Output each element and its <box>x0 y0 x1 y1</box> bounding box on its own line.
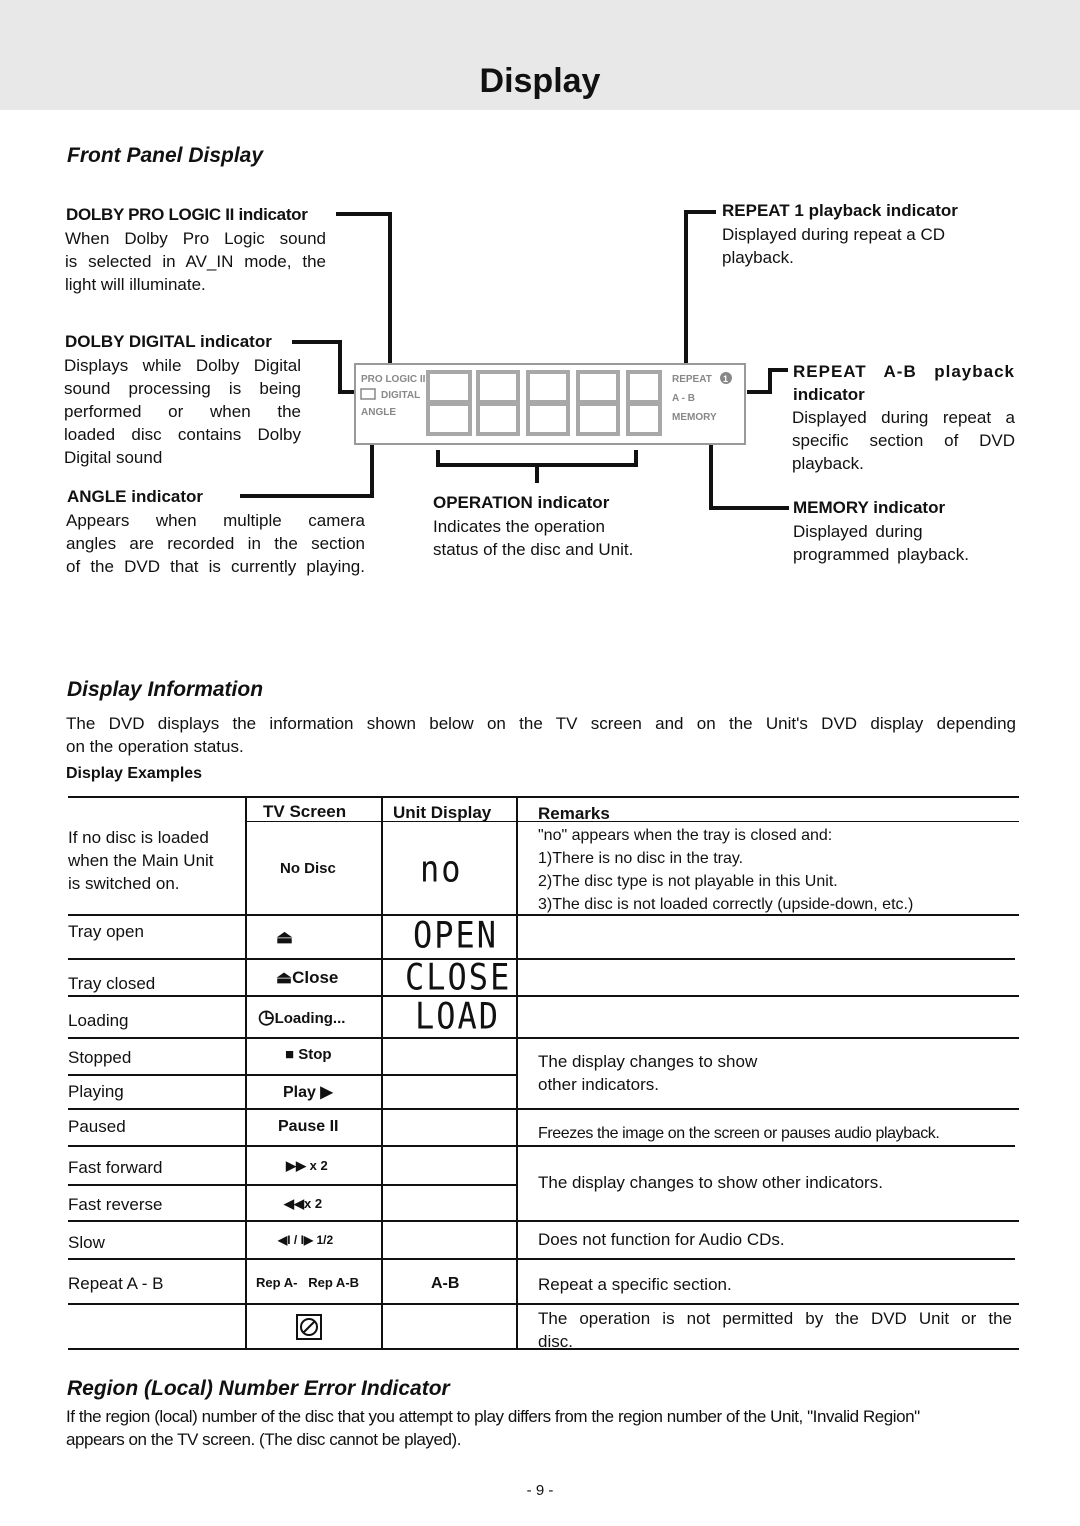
tv-close: ⏏Close <box>276 968 339 987</box>
memory-head: MEMORY indicator <box>793 498 946 517</box>
lcd-angle-label: ANGLE <box>361 407 396 418</box>
table-row-state: Loading <box>68 1011 129 1030</box>
table-row-state: Repeat A - B <box>68 1274 164 1293</box>
dolby-digital-head: DOLBY DIGITAL indicator <box>65 332 272 351</box>
lcd-repeat-label: REPEAT <box>672 374 712 385</box>
tv-repeat-ab: Rep A- Rep A-B <box>256 1275 360 1290</box>
repeat1-head: REPEAT 1 playback indicator <box>722 201 958 220</box>
display-examples-label: Display Examples <box>66 765 203 782</box>
page-number: - 9 - <box>526 1482 554 1499</box>
region-title: Region (Local) Number Error Indicator <box>67 1377 450 1400</box>
fast-reverse-icon: ◀◀ <box>284 1196 304 1211</box>
front-panel-diagram <box>0 0 1080 600</box>
tv-pause: Pause II <box>278 1118 339 1135</box>
dolby-plii-head: DOLBY PRO LOGIC II indicator <box>66 205 308 224</box>
memory-body: Displayed during programmed playback. <box>793 522 969 564</box>
tv-no-disc: No Disc <box>280 860 336 877</box>
lcd-prologic-label: PRO LOGIC II <box>361 374 426 385</box>
repeat-ab-head: REPEAT A-B playback <box>793 362 1015 381</box>
tv-loading: ◷Loading... <box>258 1007 346 1028</box>
dolby-digital-body: Displays while Dolby Digital sound processing is being performed or when the loaded disc contains Dolby Digital sound <box>64 356 301 467</box>
remarks-ff-fr: The display changes to show other indicators. <box>538 1173 883 1192</box>
table-row-state: Stopped <box>68 1048 132 1067</box>
angle-body: Appears when multiple camera angles are recorded in the section of the DVD that is currently playing. <box>66 511 365 576</box>
lcd-ab-label: A - B <box>672 393 695 404</box>
tv-fast-reverse: ◀◀x 2 <box>284 1196 323 1211</box>
header-remarks: Remarks <box>538 804 610 823</box>
clock-icon: ◷ <box>258 1007 275 1028</box>
table-row-state: Tray open <box>68 922 144 941</box>
operation-head: OPERATION indicator <box>433 493 610 512</box>
table-row-state: Playing <box>68 1082 124 1101</box>
unit-display-load: LOAD <box>415 994 501 1038</box>
stop-icon: ■ <box>285 1046 299 1063</box>
repeat-ab-head-2: indicator <box>793 385 865 404</box>
operation-body: Indicates the operation status of the disc and Unit. <box>433 517 634 559</box>
eject-icon: ⏏ <box>276 927 294 947</box>
display-info-title: Display Information <box>67 678 264 701</box>
dolby-plii-body: When Dolby Pro Logic sound is selected in AV_IN mode, the light will illuminate. <box>65 229 326 294</box>
remarks-prohibited: The operation is not permitted by the DVD Unit or the disc. <box>538 1309 1012 1351</box>
slow-reverse-icon: ◀I <box>278 1233 291 1247</box>
slow-forward-icon: I▶ <box>300 1233 314 1247</box>
table-row-state: Fast reverse <box>68 1195 163 1214</box>
svg-text:1: 1 <box>723 374 729 384</box>
unit-display-open: OPEN <box>413 913 499 957</box>
remarks-repeat-ab: Repeat a specific section. <box>538 1275 732 1294</box>
unit-display-ab: A-B <box>431 1275 460 1292</box>
unit-display-no: no <box>420 847 463 891</box>
table-row-state: If no disc is loaded when the Main Unit is switched on. <box>68 828 214 893</box>
display-info-intro: The DVD displays the information shown below on the TV screen and on the Unit's DVD display depending on the operation status. <box>66 714 1016 756</box>
page-title: Display <box>479 62 601 100</box>
unit-display-close: CLOSE <box>405 955 512 999</box>
table-row-state: Fast forward <box>68 1158 163 1177</box>
prohibited-icon <box>296 1314 322 1340</box>
remarks-stop-play: The display changes to show other indicators. <box>538 1052 758 1094</box>
fast-forward-icon: ▶▶ <box>286 1158 306 1173</box>
tv-play: Play ▶ <box>283 1084 333 1101</box>
remarks-no-disc: "no" appears when the tray is closed and: 1)There is no disc in the tray. 2)The disc type is not playable in this Unit. 3)The disc is not loaded correctly (upside-down, etc.) <box>538 827 914 913</box>
table-row-state: Paused <box>68 1117 126 1136</box>
remarks-pause: Freezes the image on the screen or pauses audio playback. <box>538 1125 940 1142</box>
front-panel-title: Front Panel Display <box>67 144 264 167</box>
table-row-state: Tray closed <box>68 974 156 993</box>
header-tv-screen: TV Screen <box>263 802 347 821</box>
remarks-slow: Does not function for Audio CDs. <box>538 1230 785 1249</box>
play-icon: ▶ <box>315 1084 333 1101</box>
eject-icon: ⏏ <box>276 968 293 987</box>
table-row-state: Slow <box>68 1233 105 1252</box>
tv-fast-forward: ▶▶ x 2 <box>286 1158 328 1173</box>
header-unit-display: Unit Display <box>393 803 492 822</box>
tv-slow: ◀I / I▶ 1/2 <box>278 1233 334 1247</box>
angle-head: ANGLE indicator <box>67 487 204 506</box>
tv-stop: ■ Stop <box>285 1046 332 1063</box>
lcd-digital-label: DIGITAL <box>381 390 421 401</box>
repeat1-body: Displayed during repeat a CD playback. <box>722 225 946 267</box>
region-body: If the region (local) number of the disc that you attempt to play differs from the region number of the Unit, "Invalid Region" appears on the TV screen. (The disc cannot be played). <box>66 1407 920 1449</box>
lcd-memory-label: MEMORY <box>672 412 717 423</box>
repeat-ab-body: Displayed during repeat a specific section of DVD playback. <box>792 408 1015 473</box>
